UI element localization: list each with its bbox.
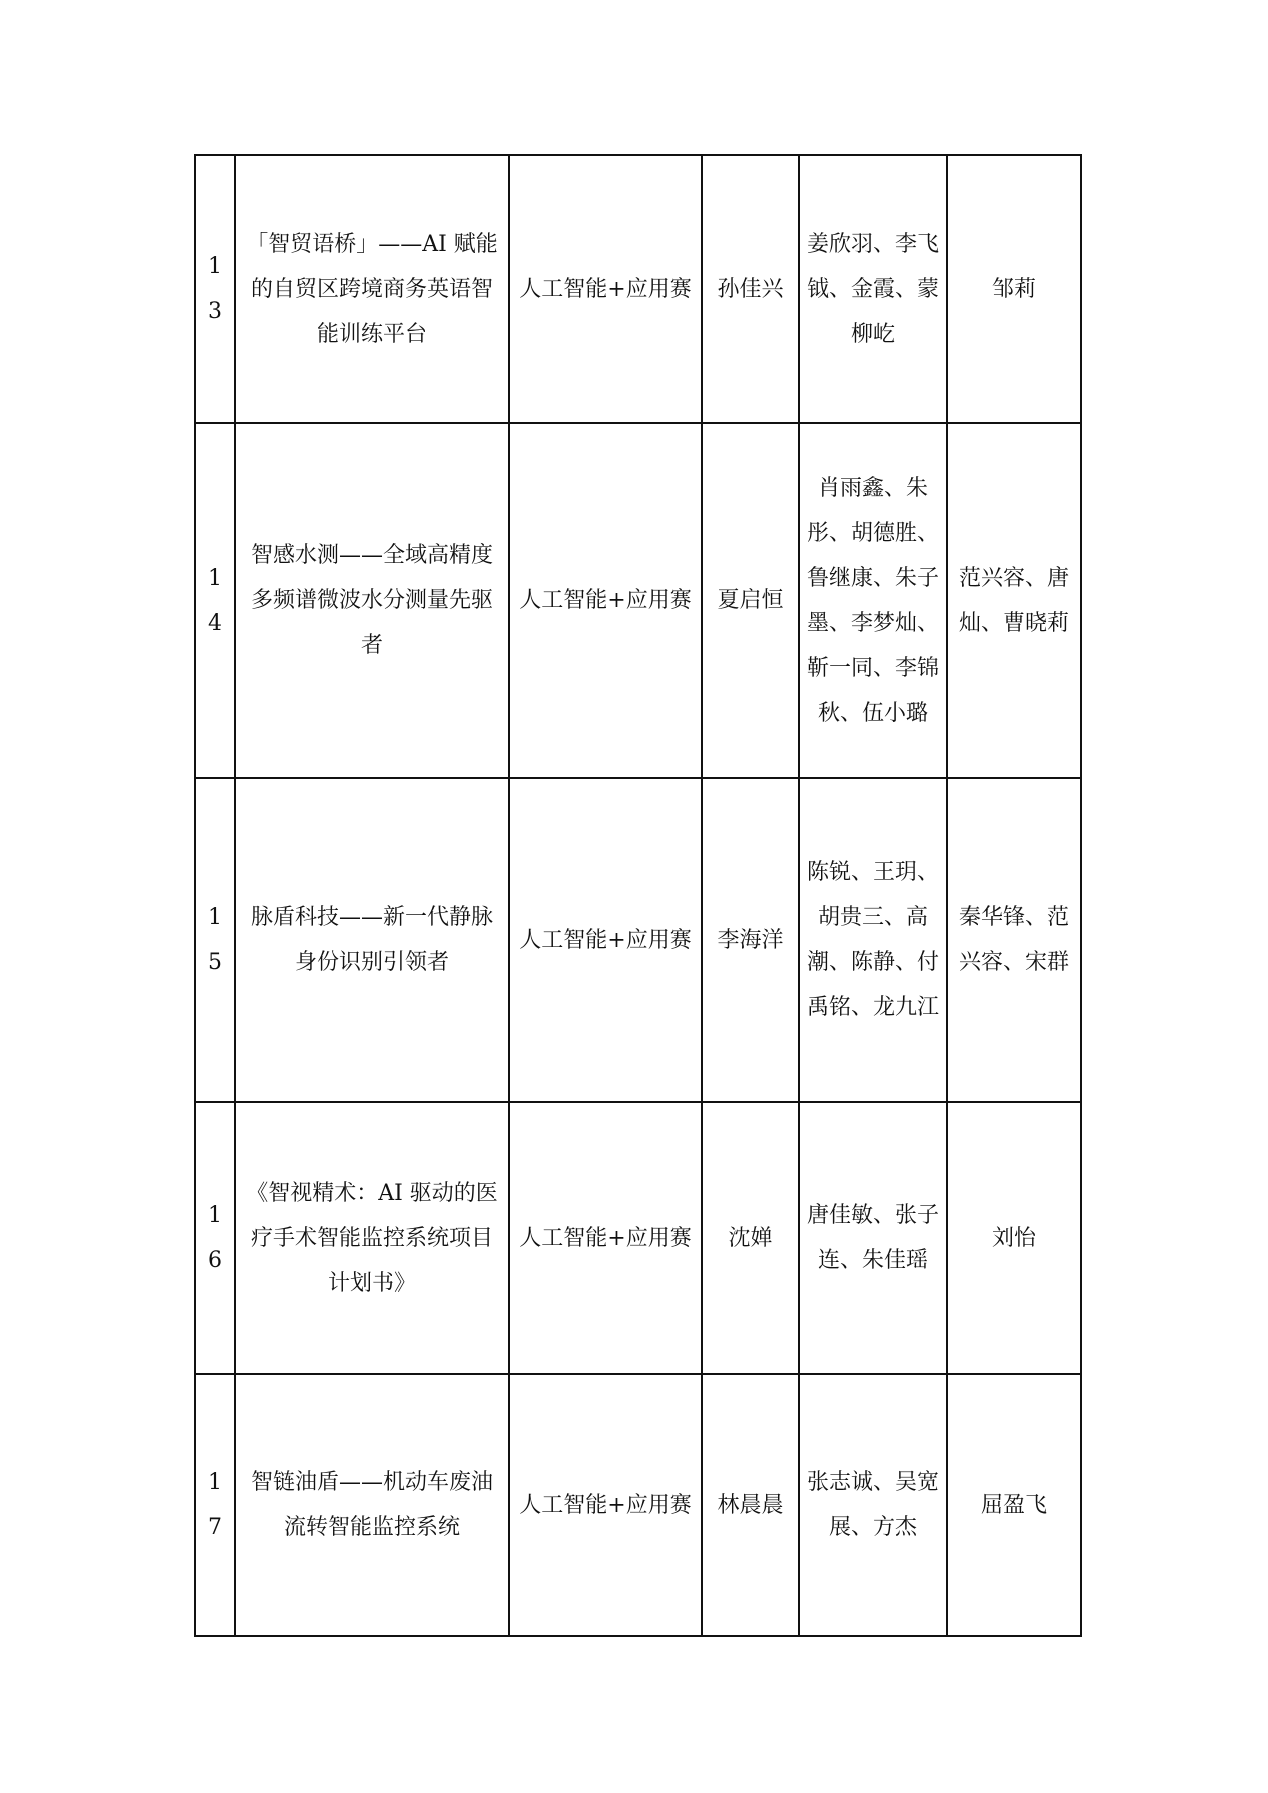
row-number-cell: 16	[195, 1102, 235, 1374]
members-cell: 张志诚、吴宽展、方杰	[799, 1374, 947, 1636]
row-number-cell: 14	[195, 423, 235, 778]
project-name-cell: 《智视精术：AI 驱动的医疗手术智能监控系统项目计划书》	[235, 1102, 509, 1374]
project-name-cell: 脉盾科技——新一代静脉身份识别引领者	[235, 778, 509, 1102]
advisor-cell: 屈盈飞	[947, 1374, 1081, 1636]
table-row	[195, 1374, 1081, 1636]
advisor-cell: 刘怡	[947, 1102, 1081, 1374]
project-name-cell: 「智贸语桥」——AI 赋能的自贸区跨境商务英语智能训练平台	[235, 155, 509, 423]
leader-cell: 夏启恒	[702, 423, 799, 778]
track-cell: 人工智能+应用赛	[509, 778, 702, 1102]
track-cell: 人工智能+应用赛	[509, 423, 702, 778]
leader-cell: 沈婵	[702, 1102, 799, 1374]
row-number-cell: 17	[195, 1374, 235, 1636]
project-name-cell: 智感水测——全域高精度多频谱微波水分测量先驱者	[235, 423, 509, 778]
row-number-cell: 13	[195, 155, 235, 423]
table-row	[195, 1102, 1081, 1374]
track-cell: 人工智能+应用赛	[509, 1102, 702, 1374]
project-name-cell: 智链油盾——机动车废油流转智能监控系统	[235, 1374, 509, 1636]
table-row	[195, 423, 1081, 778]
members-cell: 肖雨鑫、朱彤、胡德胜、鲁继康、朱子墨、李梦灿、靳一同、李锦秋、伍小璐	[799, 423, 947, 778]
row-number-cell: 15	[195, 778, 235, 1102]
members-cell: 陈锐、王玥、胡贵三、高潮、陈静、付禹铭、龙九江	[799, 778, 947, 1102]
leader-cell: 李海洋	[702, 778, 799, 1102]
table-row	[195, 155, 1081, 423]
leader-cell: 林晨晨	[702, 1374, 799, 1636]
advisor-cell: 秦华锋、范兴容、宋群	[947, 778, 1081, 1102]
members-cell: 唐佳敏、张子连、朱佳瑶	[799, 1102, 947, 1374]
advisor-cell: 范兴容、唐灿、曹晓莉	[947, 423, 1081, 778]
track-cell: 人工智能+应用赛	[509, 155, 702, 423]
leader-cell: 孙佳兴	[702, 155, 799, 423]
table-row	[195, 778, 1081, 1102]
award-table	[194, 154, 1082, 1637]
members-cell: 姜欣羽、李飞钺、金霞、蒙柳屹	[799, 155, 947, 423]
advisor-cell: 邹莉	[947, 155, 1081, 423]
track-cell: 人工智能+应用赛	[509, 1374, 702, 1636]
